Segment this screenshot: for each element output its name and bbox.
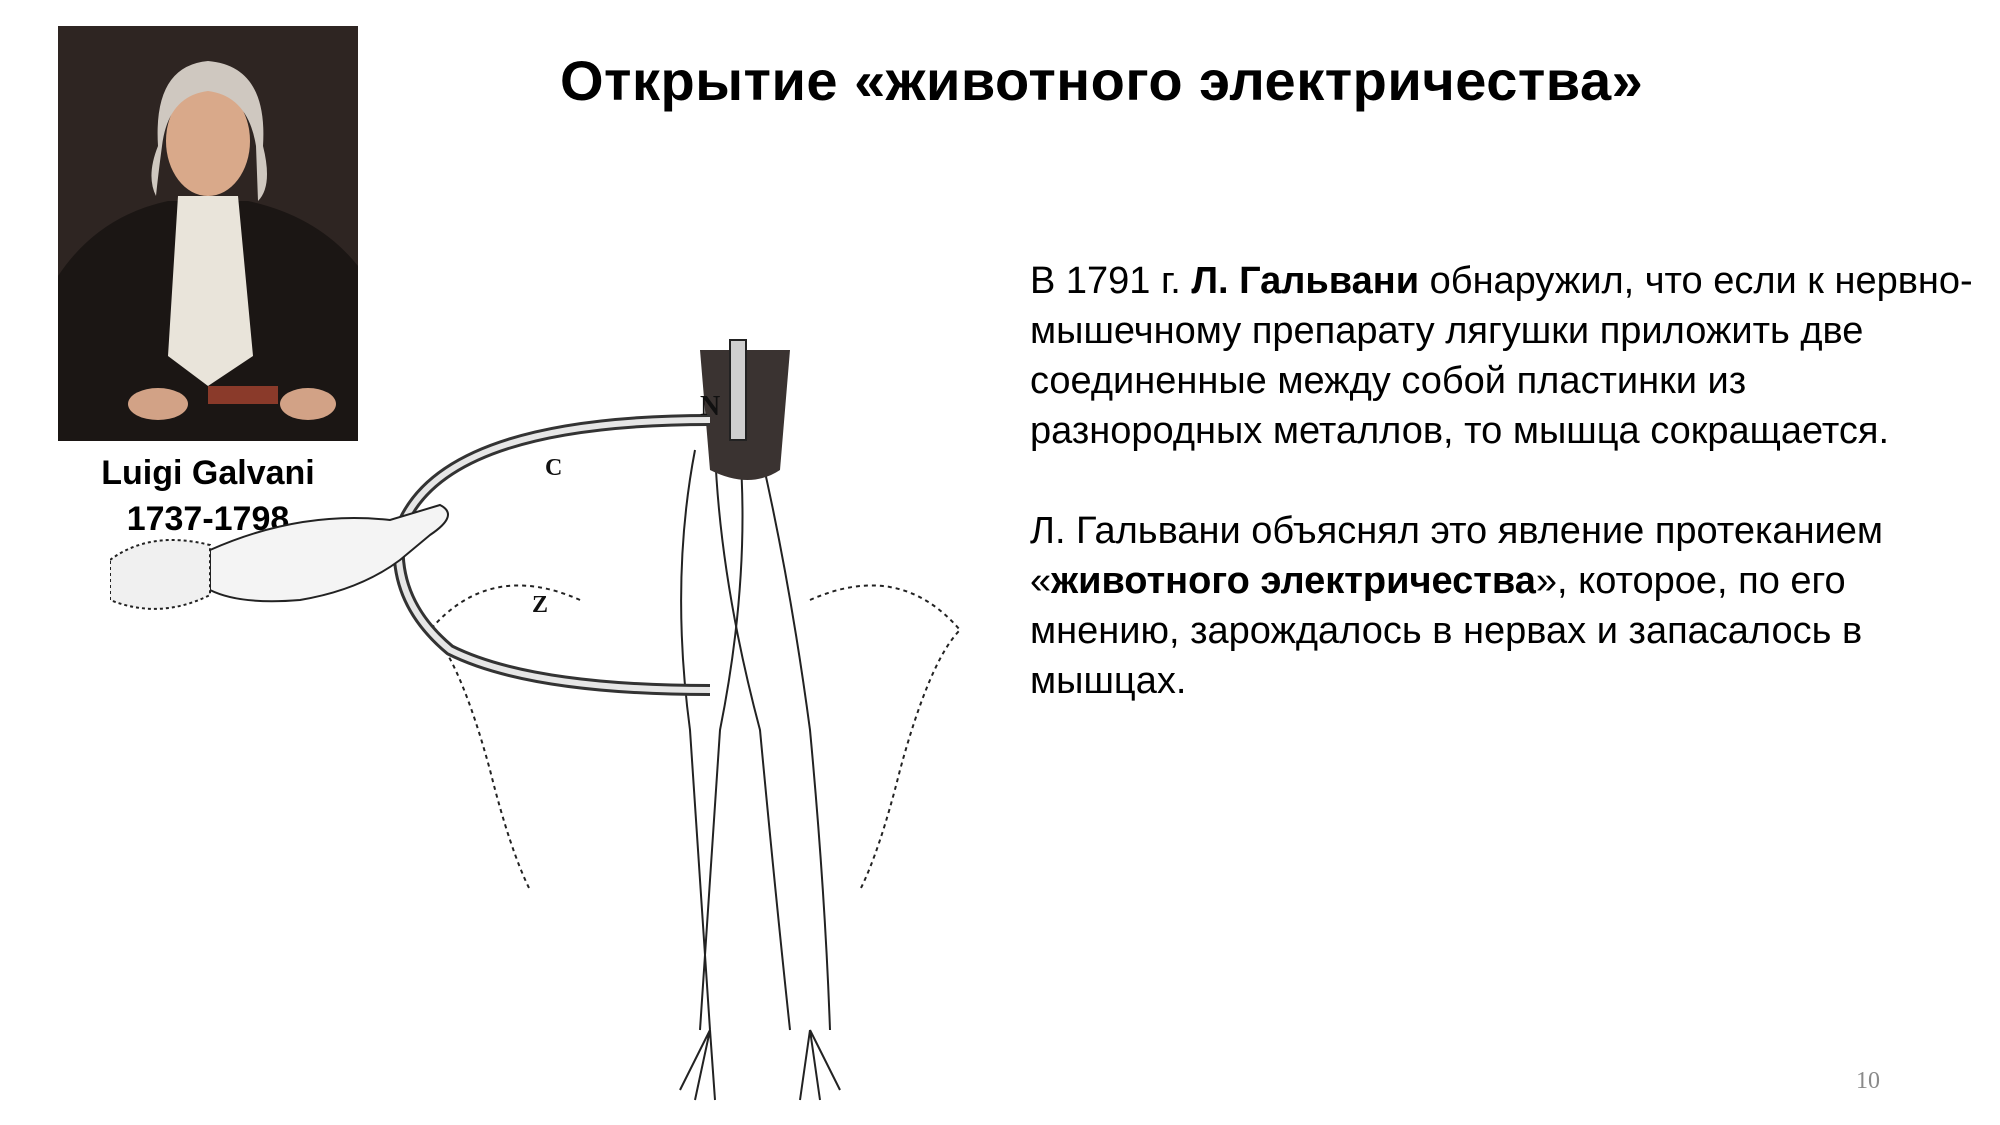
paragraph-2	[1030, 506, 1980, 706]
frog-experiment-illustration	[110, 330, 1100, 1110]
paragraph-2-bold: животного электричества	[1051, 560, 1536, 602]
slide-title: Открытие «животного электричества»	[560, 49, 1644, 112]
frog-experiment-drawing	[110, 330, 1100, 1110]
paragraph-1	[1030, 256, 1980, 456]
paragraph-2-suffix: », которое, по его мнению, зарождалось в нервах и запасалось в мышцах.	[1030, 560, 1863, 702]
paragraph-1-bold: Л. Гальвани	[1191, 260, 1420, 302]
page-number: 10	[1856, 1068, 1880, 1094]
label-z: Z	[532, 592, 549, 618]
paragraph-1-suffix: обнаружил, что если к нервно-мышечному препарату лягушки приложить две соединенные между собой пластинки из разнородных металлов, то мышца сокращается.	[1030, 260, 1973, 452]
paragraph-1-prefix: В 1791 г.	[1030, 260, 1192, 302]
label-c: C	[545, 455, 563, 481]
portrait-name: Luigi Galvani	[101, 454, 315, 492]
portrait-years: 1737-1798	[126, 500, 290, 538]
label-n: N	[700, 391, 721, 422]
body-text	[1030, 256, 1980, 756]
paragraph-2-prefix: Л. Гальвани объяснял это явление протеканием «	[1030, 510, 1884, 602]
